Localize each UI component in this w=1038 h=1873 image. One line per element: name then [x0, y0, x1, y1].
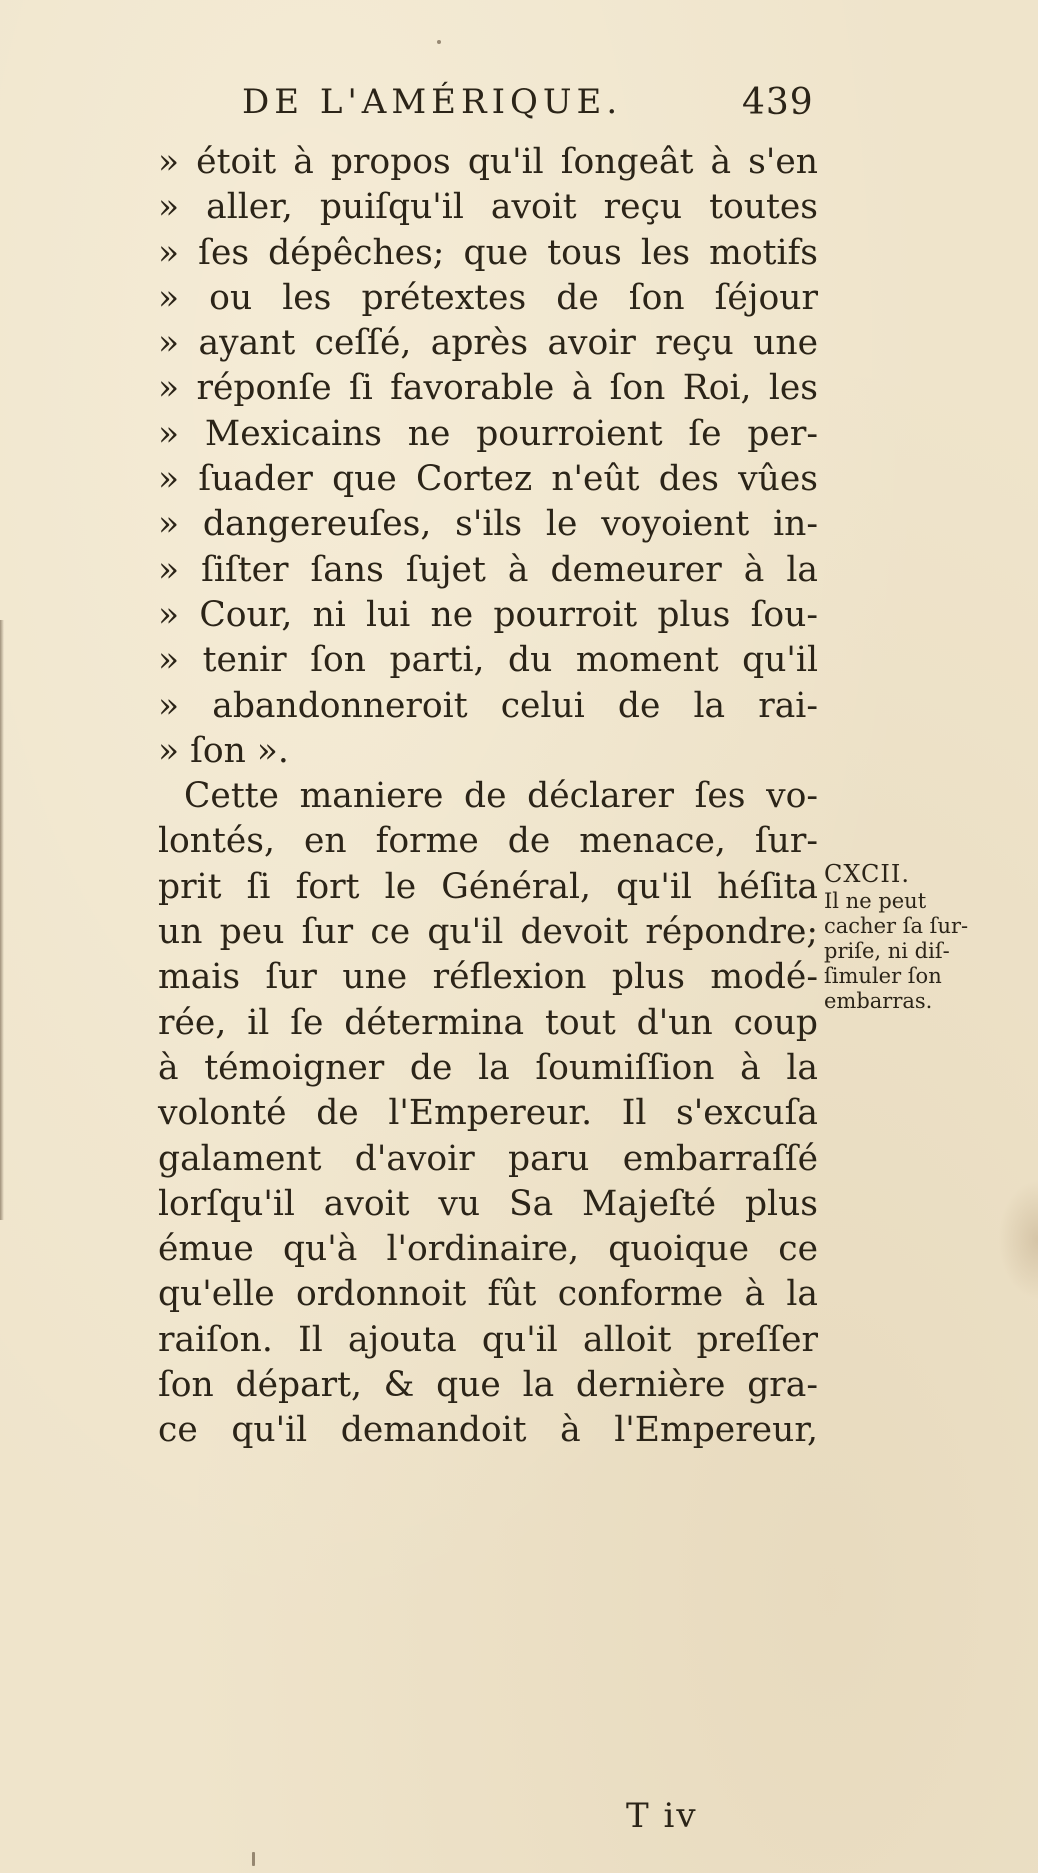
text-line: à témoigner de la ſoumiſſion à la [158, 1047, 818, 1088]
text-line: raiſon. Il ajouta qu'il alloit preſſer [158, 1319, 818, 1360]
text-line: ſon départ, & que la dernière gra- [158, 1365, 818, 1406]
margin-note-line: ſimuler ſon [824, 964, 942, 988]
text-line: » dangereuſes, s'ils le voyoient in- [158, 504, 818, 545]
page-edge-shadow [0, 620, 4, 1220]
page-header [242, 82, 842, 132]
text-line: mais ſur une réflexion plus modé- [158, 957, 818, 998]
margin-note-line: priſe, ni diſ- [824, 939, 950, 963]
page-number: 439 [742, 82, 814, 123]
text-line: volonté de l'Empereur. Il s'excuſa [158, 1093, 818, 1134]
margin-note [824, 862, 1024, 1014]
text-line: prit ſi fort le Général, qu'il héſita [158, 866, 818, 907]
text-line: » tenir ſon parti, du moment qu'il [158, 640, 818, 681]
text-line: » ſiſter ſans ſujet à demeurer à la [158, 549, 818, 590]
text-line: » ſuader que Cortez n'eût des vûes [158, 459, 818, 500]
text-line: un peu ſur ce qu'il devoit répondre; [158, 912, 818, 953]
body-text [158, 140, 818, 1454]
text-line: » réponſe ſi favorable à ſon Roi, les [158, 368, 818, 409]
text-line: galament d'avoir paru embarraſſé [158, 1138, 818, 1179]
ink-speck [252, 1852, 255, 1866]
text-line: » étoit à propos qu'il ſongeât à s'en [158, 142, 818, 182]
text-line: ce qu'il demandoit à l'Empereur, [158, 1410, 818, 1451]
margin-note-line: cacher ſa ſur- [824, 914, 969, 938]
margin-note-line: embarras. [824, 989, 933, 1013]
signature-mark: T iv [626, 1796, 698, 1836]
text-line: » Cour, ni lui ne pourroit plus ſou- [158, 594, 818, 635]
text-line: » abandonneroit celui de la rai- [158, 685, 818, 726]
text-line: » ayant ceſſé, après avoir reçu une [158, 323, 818, 364]
text-line: » aller, puiſqu'il avoit reçu toutes [158, 187, 818, 228]
paper-stain [998, 1180, 1038, 1300]
text-line: qu'elle ordonnoit fût conforme à la [158, 1274, 818, 1315]
text-line: lorſqu'il avoit vu Sa Majeſté plus [158, 1183, 818, 1224]
text-line: » ou les prétextes de ſon ſéjour [158, 277, 818, 318]
margin-note-number: CXCII. [824, 860, 910, 888]
text-line: rée, il ſe détermina tout d'un coup [158, 1002, 818, 1043]
text-line: émue qu'à l'ordinaire, quoique ce [158, 1229, 818, 1270]
text-line: » Mexicains ne pourroient ſe per- [158, 413, 818, 454]
text-line: » ſes dépêches; que tous les motifs [158, 232, 818, 273]
text-line: lontés, en forme de menace, ſur- [158, 821, 818, 862]
margin-note-line: Il ne peut [824, 889, 927, 913]
ink-speck [437, 40, 441, 44]
text-line: » ſon ». [158, 730, 289, 771]
paragraph-start-line: Cette maniere de déclarer ſes vo- [184, 776, 818, 817]
running-title: DE L'AMÉRIQUE. [242, 82, 623, 122]
